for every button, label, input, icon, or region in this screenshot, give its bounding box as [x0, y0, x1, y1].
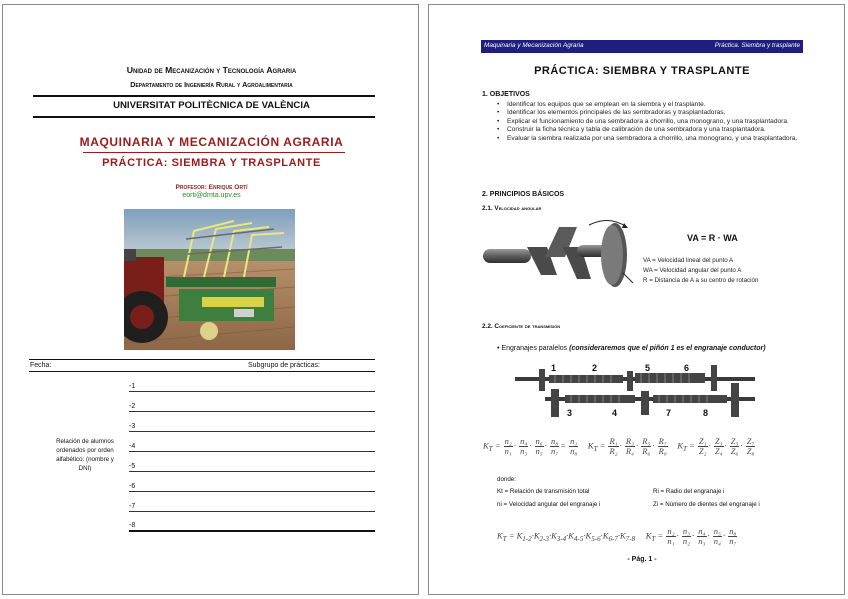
page-title: PRÁCTICA: SIEMBRA Y TRASPLANTE: [534, 65, 750, 77]
list-item: • Identificar los elementos principales de las sembradoras y trasplantadoras.: [497, 109, 803, 117]
student-line-4[interactable]: -4: [129, 441, 375, 452]
definition-ni: ni = Velocidad angular del engranaje i: [497, 501, 601, 508]
student-line-1[interactable]: -1: [129, 381, 375, 392]
gear-label-5: 5: [645, 363, 651, 373]
header-course: Maquinaria y Mecanización Agraria: [484, 42, 584, 49]
definition-kt: Kt = Relación de transmisión total: [497, 488, 590, 495]
velocity-formula: VA = R · WA: [687, 233, 738, 243]
divider: [29, 359, 375, 360]
gear-label-3: 3: [567, 408, 573, 418]
section-objectives-title: 1. OBJETIVOS: [482, 91, 530, 98]
practice-title: PRÁCTICA: SIEMBRA Y TRASPLANTE: [102, 157, 321, 169]
page-number: - Pág. 1 -: [627, 556, 657, 563]
unit-name: Unidad de Mecanización y Tecnología Agraria: [126, 65, 297, 75]
where-label: donde:: [497, 476, 516, 483]
subsection-transmission: 2.2. Coeficiente de transmisión: [482, 323, 561, 330]
gear-label-2: 2: [592, 363, 598, 373]
transmission-formulas: $K_T$ = $\frac{\text{n₂}}{\text{n₁}}$ · $\frac{\text{n₄}}{\text{n₃}}$ · $\frac{\text{n₆}}{\text{n₅}}$ · $\frac{\text{n₈}}{\text{n₇}}$ = $\frac{\text{n₁}}{\text{n₈}}$ $K_T$ = $\frac{\text{R₁}}{\text{R₂}}$ · $\frac{\text{R₃}}{\text{R₄}}$ · $\frac{\text{R₅}}{\text{R₆}}$ · $\frac{\text{R₇}}{\text{R₈}}$ $K_T$ = $\frac{\text{Z₁}}{\text{Z₂}}$ · $\frac{\text{Z₃}}{\text{Z₄}}$ · $\frac{\text{Z₅}}{\text{Z₆}}$ · $\frac{\text{Z₇}}{\text{Z₈}}$: [483, 436, 755, 456]
content-page: [428, 4, 845, 595]
course-title: MAQUINARIA Y MECANIZACIÓN AGRARIA: [79, 135, 344, 149]
student-line-6[interactable]: -6: [129, 481, 375, 492]
gear-label-7: 7: [666, 408, 672, 418]
list-item: • Identificar los equipos que se emplean en la siembra y el trasplante.: [497, 101, 803, 109]
student-line-8[interactable]: -8: [129, 521, 375, 532]
definition-zi: Zi = Número de dientes del engranaje i: [653, 501, 760, 508]
gear-label-4: 4: [612, 408, 618, 418]
student-line-7[interactable]: -7: [129, 501, 375, 512]
definition-ri: Ri = Radio del engranaje i: [653, 488, 725, 495]
definition-wa: WA = Velocidad angular del punto A: [643, 267, 742, 274]
running-header: [481, 40, 803, 53]
velocity-definitions: [643, 256, 758, 286]
section-principles-title: 2. PRINCIPIOS BÁSICOS: [482, 191, 565, 198]
professor-email: eorti@dmta.upv.es: [182, 192, 241, 199]
crankshaft-diagram: [481, 217, 641, 297]
gear-label-8: 8: [703, 408, 709, 418]
list-item: • Construir la ficha técnica y tabla de calibración de una sembradora y una trasplantadora.: [497, 126, 803, 134]
divider: [33, 95, 375, 97]
list-item: • Evaluar la siembra realizada por una sembradora a chorrillo, una monograno, y una trasplantadora.: [497, 135, 803, 143]
professor-name: Profesor: Enrique Ortí: [175, 184, 248, 191]
definition-r: R = Distancia de A a su centro de rotación: [643, 277, 759, 284]
subsection-angular-velocity: 2.1. Velocidad angular: [482, 205, 542, 212]
students-label: Relación de alumnos ordenados por orden alfabético: (nombre y DNI): [56, 438, 114, 472]
list-item: • Explicar el funcionamiento de una sembradora a chorrillo, una monograno, y una trasplantadora.: [497, 118, 803, 126]
seeder-photo: [124, 209, 295, 350]
objectives-list: [497, 101, 803, 143]
date-label: Fecha:: [30, 362, 52, 369]
subgroup-label: Subgrupo de prácticas:: [248, 362, 320, 369]
gear-label-1: 1: [551, 363, 557, 373]
divider: [33, 116, 375, 118]
gear-label-6: 6: [684, 363, 690, 373]
student-line-5[interactable]: -5: [129, 461, 375, 472]
header-practice: Práctica. Siembra y trasplante: [714, 42, 800, 49]
department-name: Departamento de Ingeniería Rural y Agroalimentaria: [130, 80, 293, 89]
student-line-3[interactable]: -3: [129, 421, 375, 432]
gear-bullet: • Engranajes paralelos (consideraremos que el piñón 1 es el engranaje conductor): [497, 345, 766, 352]
student-line-2[interactable]: -2: [129, 401, 375, 412]
definition-va: VA = Velocidad lineal del punto A: [643, 257, 734, 264]
cover-page: [2, 4, 419, 595]
ratio-product-formula: $K_T = K_{1-2}\cdot K_{2-3}\cdot K_{3-4}\cdot K_{4-5}\cdot K_{5-6}\cdot K_{6-7}\cdot K_{7-8}$ $K_T$ = $\frac{\text{n₂}}{\text{n₁}}$ · $\frac{\text{n₃}}{\text{n₂}}$ · $\frac{\text{n₄}}{\text{n₃}}$ · $\frac{\text{n₅}}{\text{n₄}}$ · $\frac{\text{n₈}}{\text{n₇}}$: [497, 526, 737, 546]
university-name: UNIVERSITAT POLITÈCNICA DE VALÈNCIA: [113, 100, 310, 111]
title-underline: [83, 152, 345, 153]
divider: [29, 371, 375, 372]
